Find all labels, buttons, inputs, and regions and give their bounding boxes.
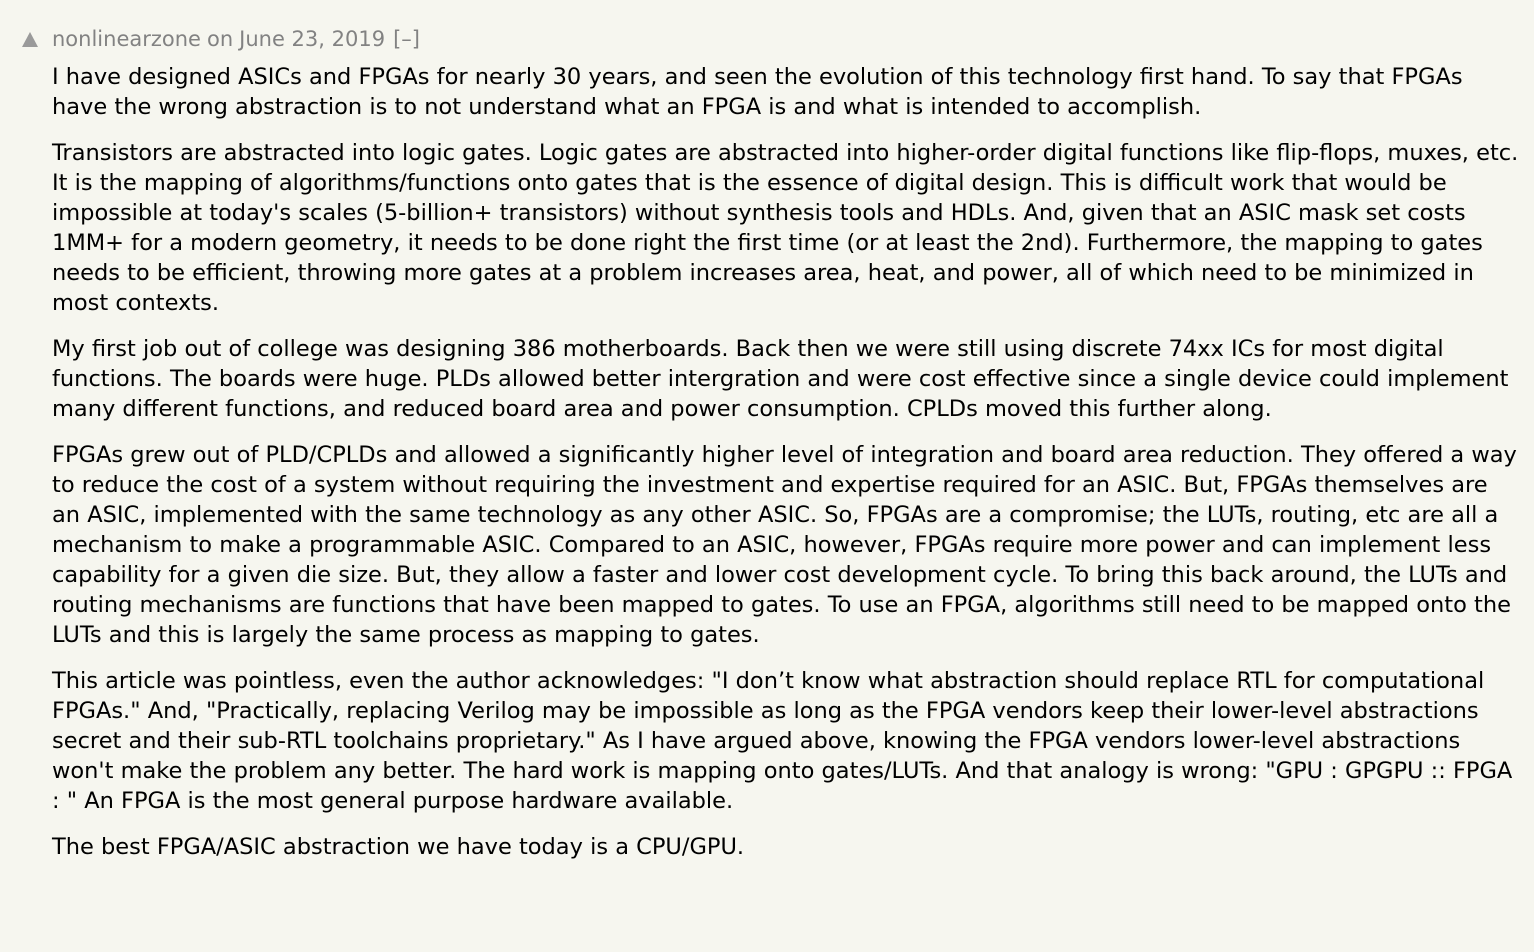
comment-paragraph: FPGAs grew out of PLD/CPLDs and allowed a significantly higher level of integration and board area reduction. They offered a way to reduce the cost of a system without requiring the investment and expertise required for an ASIC. But, FPGAs themselves are an ASIC, implemented with the same technology as any other ASIC. So, FPGAs are a compromise; the LUTs, routing, etc are all a mechanism to make a programmable ASIC. Compared to an ASIC, however, FPGAs require more power and can implement less capability for a given die size. But, they allow a faster and lower cost development cycle. To bring this back around, the LUTs and routing mechanisms are functions that have been mapped to gates. To use an FPGA, algorithms still need to be mapped onto the LUTs and this is largely the same process as mapping to gates. bbox=[52, 442, 1517, 648]
comment-paragraph: My first job out of college was designing 386 motherboards. Back then we were still using discrete 74xx ICs for most digital functions. The boards were huge. PLDs allowed better intergration and were cost effective since a single device could implement many different functions, and reduced board area and power consumption. CPLDs moved this further along. bbox=[52, 336, 1509, 422]
comment-paragraph: Transistors are abstracted into logic gates. Logic gates are abstracted into higher-order digital functions like flip-flops, muxes, etc. It is the mapping of algorithms/functions onto gates that is the essence of digital design. This is difficult work that would be impossible at today's scales (5-billion+ transistors) without synthesis tools and HDLs. And, given that an ASIC mask set costs 1MM+ for a modern geometry, it needs to be done right the first time (or at least the 2nd). Furthermore, the mapping to gates needs to be efficient, throwing more gates at a problem increases area, heat, and power, all of which need to be minimized in most contexts. bbox=[52, 140, 1519, 316]
comment-paragraph: The best FPGA/ASIC abstraction we have today is a CPU/GPU. bbox=[52, 834, 745, 860]
comment-text bbox=[52, 62, 1522, 878]
comment-header bbox=[20, 24, 420, 54]
upvote-arrow-icon[interactable] bbox=[22, 32, 38, 47]
collapse-toggle[interactable]: [–] bbox=[393, 27, 420, 51]
comment-paragraph: This article was pointless, even the author acknowledges: "I don’t know what abstraction should replace RTL for computational FPGAs." And, "Practically, replacing Verilog may be impossible as long as the FPGA vendors keep their lower-level abstractions secret and their sub-RTL toolchains proprietary." As I have argued above, knowing the FPGA vendors lower-level abstractions won't make the problem any better. The hard work is mapping onto gates/LUTs. And that analogy is wrong: "GPU : GPGPU :: FPGA : " An FPGA is the most general purpose hardware available. bbox=[52, 668, 1513, 814]
comment-author-link[interactable]: nonlinearzone bbox=[52, 27, 201, 51]
comment-meta-on: on bbox=[206, 27, 234, 51]
comment-date-link[interactable]: June 23, 2019 bbox=[239, 27, 386, 51]
comment-paragraph: I have designed ASICs and FPGAs for nearly 30 years, and seen the evolution of this technology first hand. To say that FPGAs have the wrong abstraction is to not understand what an FPGA is and what is intended to accomplish. bbox=[52, 64, 1463, 120]
